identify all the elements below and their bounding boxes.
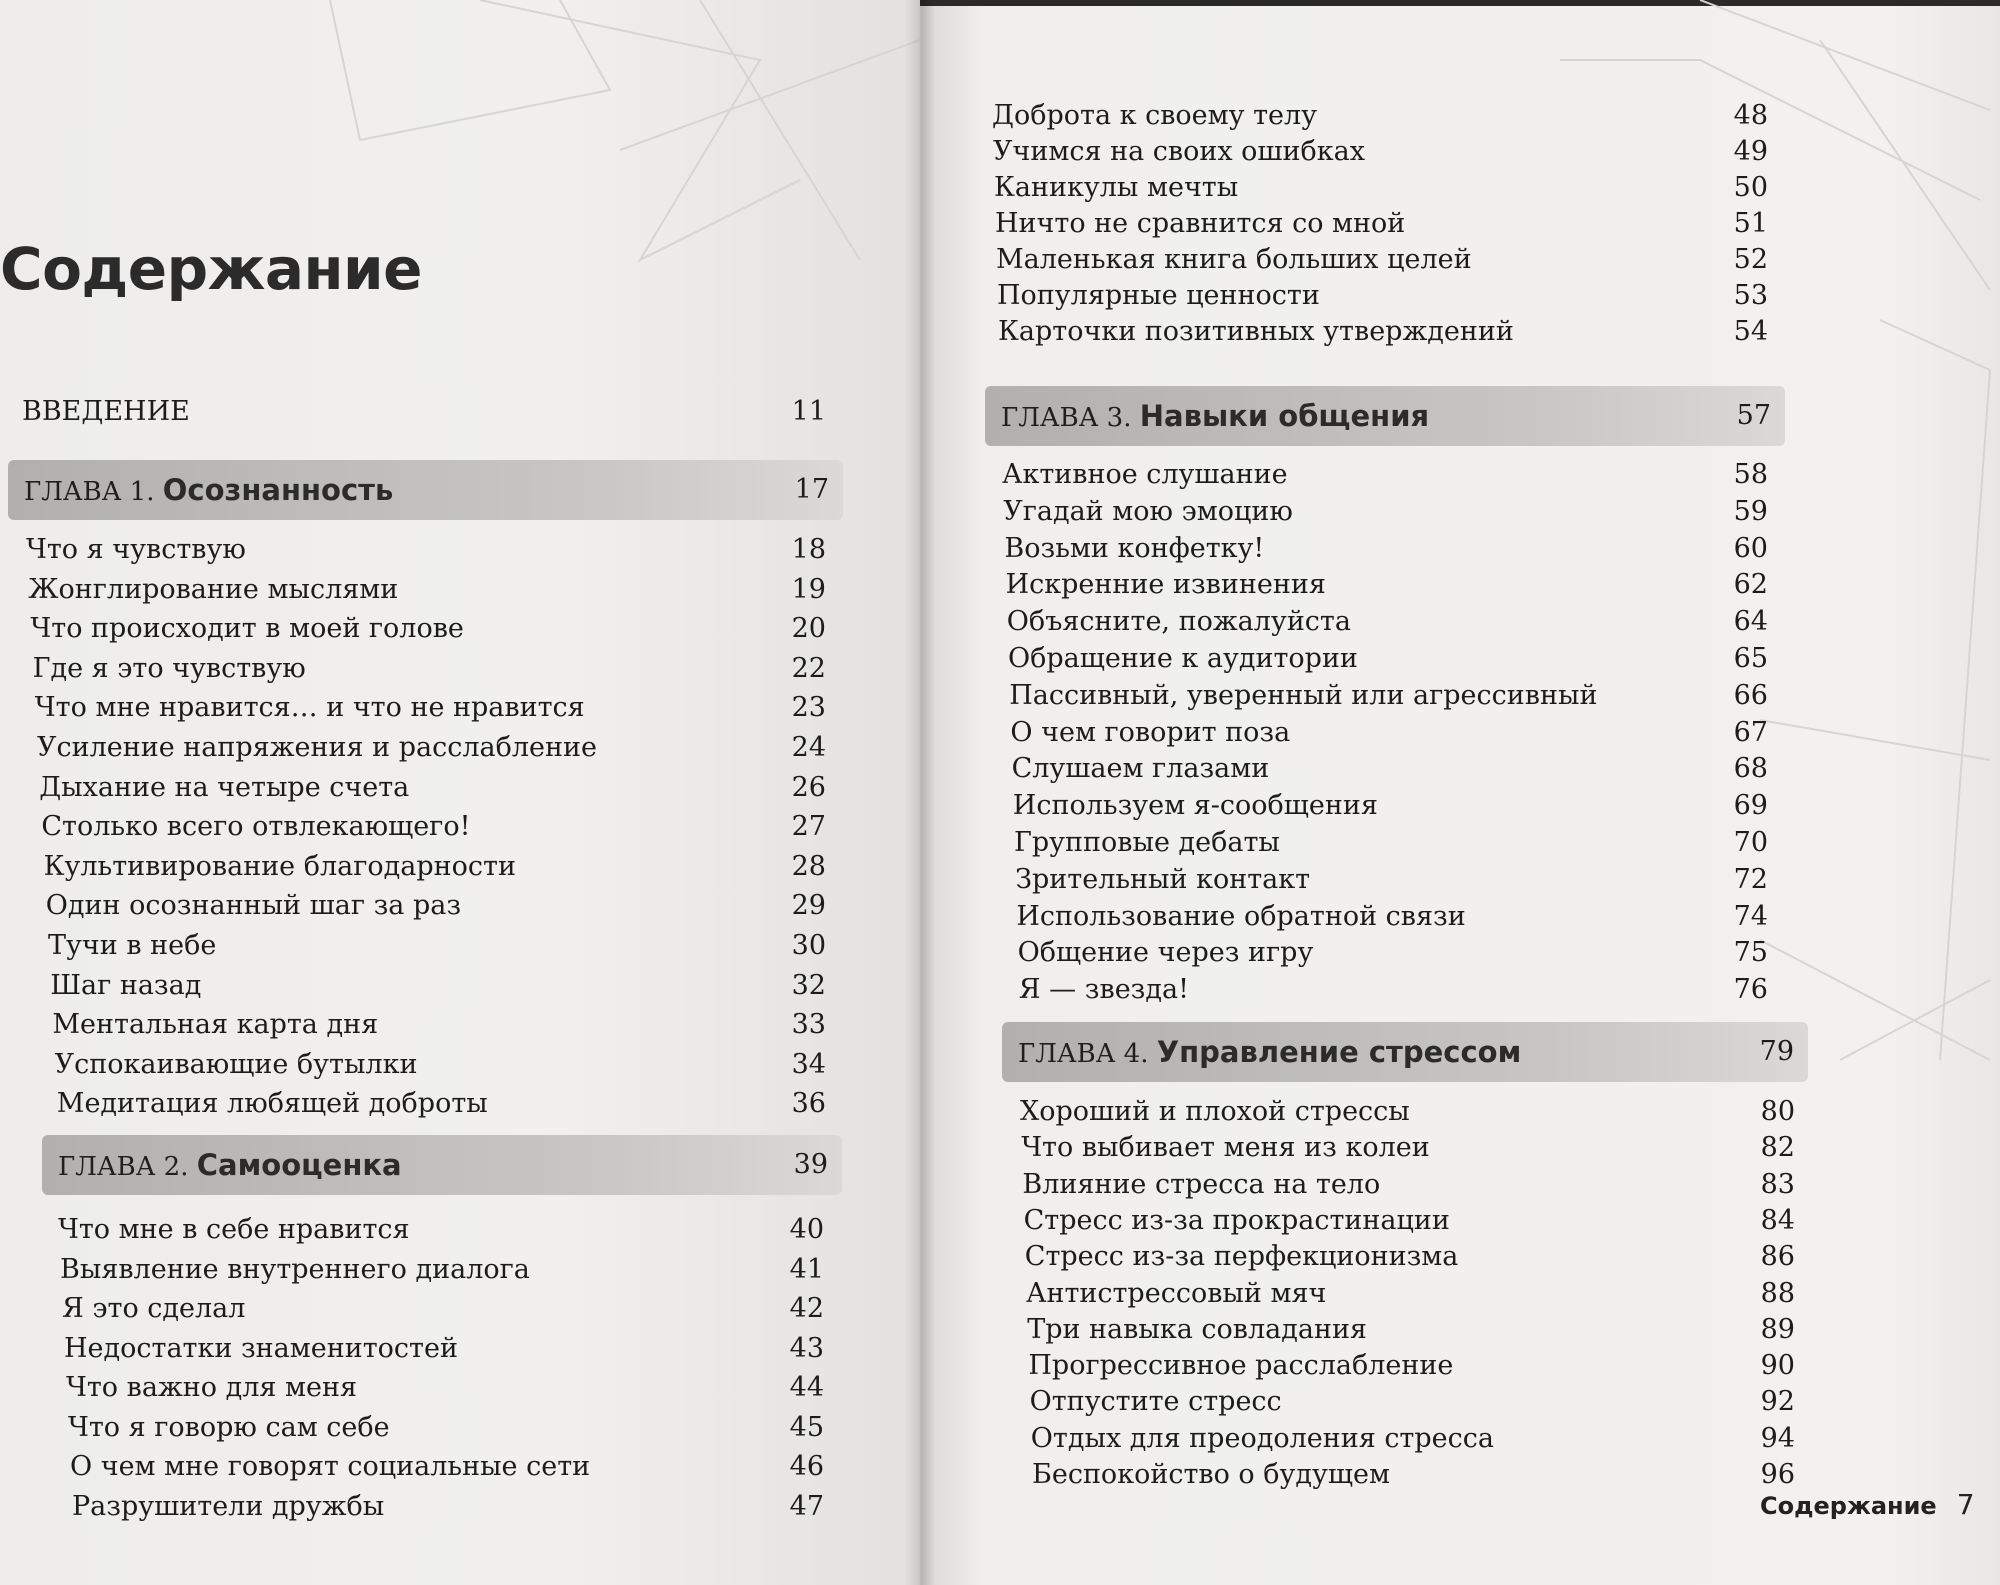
toc-entry — [1025, 1237, 1795, 1277]
toc-entry — [1016, 897, 1768, 937]
entry-page-number: 24 — [791, 732, 826, 763]
toc-entry — [60, 1250, 824, 1290]
toc-entry — [66, 1368, 824, 1408]
entry-title: О чем говорит поза — [1010, 716, 1291, 748]
entry-page-number: 58 — [1733, 459, 1768, 490]
toc-entry — [995, 204, 1768, 244]
toc-entry — [1009, 676, 1768, 716]
page-top-edge — [920, 0, 2000, 6]
entry-page-number: 69 — [1733, 790, 1768, 822]
entry-title: Антистрессовый мяч — [1026, 1277, 1327, 1309]
entry-page-number: 18 — [791, 534, 826, 565]
entry-page-number: 74 — [1733, 900, 1768, 932]
entry-title: Отпустите стресс — [1029, 1386, 1282, 1418]
entry-page-number: 45 — [789, 1411, 824, 1443]
toc-entry — [58, 1210, 824, 1250]
entry-page-number: 20 — [791, 613, 826, 645]
entry-title: Что я чувствую — [26, 534, 246, 565]
entry-page-number: 76 — [1733, 974, 1768, 1006]
entry-page-number: 34 — [791, 1048, 826, 1080]
entry-page-number: 29 — [791, 890, 826, 922]
toc-entry — [1013, 786, 1768, 826]
entry-title: Хороший и плохой стрессы — [1020, 1096, 1410, 1127]
chapter-title — [24, 460, 393, 522]
entry-page-number: 27 — [791, 811, 826, 843]
entry-title: Жонглирование мыслями — [28, 573, 399, 605]
toc-entry — [1004, 529, 1768, 569]
chapter-name: Управление стрессом — [1156, 1035, 1522, 1069]
entry-title: Беспокойство о будущем — [1032, 1459, 1390, 1490]
entry-page-number: 88 — [1760, 1277, 1795, 1309]
toc-entry — [33, 649, 826, 689]
toc-entry — [1021, 1128, 1795, 1168]
entry-page-number: 68 — [1733, 753, 1768, 785]
entry-title: Что мне нравится… и что не нравится — [34, 692, 585, 724]
entry-page-number: 36 — [791, 1088, 826, 1120]
entry-title: Каникулы мечты — [994, 172, 1239, 203]
chapter-name: Осознанность — [162, 473, 394, 507]
entry-page-number: 42 — [789, 1293, 824, 1324]
toc-entry — [48, 926, 826, 966]
entry-page-number: 62 — [1733, 569, 1768, 601]
entry-page-number: 82 — [1760, 1132, 1795, 1164]
entry-title: Что я говорю сам себе — [68, 1411, 390, 1443]
entry-title: Прогрессивное расслабление — [1028, 1350, 1454, 1382]
entry-title: Столько всего отвлекающего! — [41, 811, 471, 843]
entry-page-number: 80 — [1760, 1096, 1795, 1127]
toc-entry — [1006, 565, 1768, 605]
toc-entry — [70, 1447, 824, 1487]
entry-page-number: 44 — [789, 1372, 824, 1403]
entry-page-number: 75 — [1733, 937, 1768, 969]
entry-title: Что происходит в моей голове — [30, 613, 464, 645]
entry-title: Ментальная карта дня — [52, 1009, 379, 1041]
toc-entry — [41, 807, 826, 847]
chapter-title — [58, 1135, 402, 1197]
entry-title: Культивирование благодарности — [43, 850, 516, 882]
entry-title: Шаг назад — [50, 969, 202, 1001]
toc-entry — [55, 1045, 826, 1085]
entry-title: Отдых для преодоления стресса — [1030, 1422, 1494, 1454]
entry-page-number: 47 — [789, 1490, 824, 1522]
entry-page-number: 83 — [1760, 1168, 1795, 1200]
entry-page-number: 60 — [1733, 532, 1768, 564]
entry-title: Выявление внутреннего диалога — [60, 1253, 530, 1285]
toc-entry — [1026, 1274, 1795, 1314]
entry-title: Учимся на своих ошибках — [993, 136, 1365, 167]
entry-page-number: 54 — [1733, 316, 1768, 347]
entry-page-number: 64 — [1733, 606, 1768, 638]
chapter-prefix: ГЛАВА 2. — [58, 1152, 189, 1182]
entry-page-number: 92 — [1760, 1386, 1795, 1418]
toc-entry — [998, 312, 1768, 352]
entry-page-number: 50 — [1733, 172, 1768, 203]
chapter-name: Навыки общения — [1139, 399, 1430, 433]
chapter-2-banner — [42, 1135, 842, 1195]
entry-page-number: 28 — [791, 850, 826, 882]
toc-entry — [992, 96, 1768, 136]
entry-title: Стресс из-за перфекционизма — [1024, 1241, 1459, 1273]
chapter-4-banner — [1002, 1022, 1808, 1082]
entry-title: Возьми конфетку! — [1004, 532, 1265, 564]
entry-page-number: 96 — [1760, 1459, 1795, 1490]
entry-title: Использование обратной связи — [1016, 900, 1466, 932]
toc-entry — [68, 1408, 824, 1448]
entry-page-number: 46 — [789, 1451, 824, 1482]
entry-title: Популярные ценности — [997, 280, 1320, 311]
entry-page-number: 30 — [791, 930, 826, 961]
entry-page-number: 84 — [1760, 1204, 1795, 1236]
entry-title: Пассивный, уверенный или агрессивный — [1009, 679, 1598, 711]
entry-title: Объясните, пожалуйста — [1006, 606, 1351, 638]
entry-page-number: 70 — [1733, 827, 1768, 858]
entry-title: Стресс из-за прокрастинации — [1023, 1204, 1450, 1236]
toc-heading: Содержание — [0, 235, 423, 303]
toc-entry — [57, 1084, 826, 1124]
entry-title: Разрушители дружбы — [72, 1490, 385, 1522]
entry-title: Где я это чувствую — [32, 652, 306, 684]
toc-entry — [1014, 823, 1768, 863]
toc-entry — [50, 966, 826, 1006]
intro-entry — [22, 392, 826, 432]
entry-title: Карточки позитивных утверждений — [998, 316, 1514, 347]
entry-page-number: 86 — [1760, 1241, 1795, 1273]
entry-title: Групповые дебаты — [1014, 827, 1280, 858]
book-gutter — [905, 0, 935, 1585]
entry-page-number: 19 — [791, 573, 826, 605]
entry-title: Слушаем глазами — [1011, 753, 1270, 785]
toc-entry — [64, 1329, 824, 1369]
toc-entry — [993, 132, 1768, 172]
toc-entry — [46, 886, 826, 926]
toc-entry — [1027, 1310, 1795, 1350]
entry-page-number: 22 — [791, 652, 826, 684]
entry-title: Дыхание на четыре счета — [39, 771, 410, 803]
toc-entry — [39, 768, 826, 808]
entry-title: Что важно для меня — [66, 1372, 358, 1403]
entry-page-number: 66 — [1733, 679, 1768, 711]
entry-title: Маленькая книга больших целей — [996, 244, 1472, 275]
entry-title: Медитация любящей доброты — [56, 1088, 488, 1120]
entry-title: Обращение к аудитории — [1008, 643, 1358, 674]
toc-entry — [1020, 1092, 1795, 1132]
chapter-prefix: ГЛАВА 1. — [24, 477, 155, 507]
page-footer — [1760, 1488, 1975, 1521]
entry-page-number: 49 — [1733, 136, 1768, 167]
page-number: 7 — [1956, 1488, 1975, 1521]
toc-entry — [62, 1289, 824, 1329]
toc-entry — [1012, 749, 1768, 789]
footer-label: Содержание — [1760, 1492, 1937, 1520]
chapter-prefix: ГЛАВА 3. — [1001, 403, 1132, 433]
entry-title: ВВЕДЕНИЕ — [22, 396, 190, 427]
toc-entry — [1002, 455, 1768, 495]
entry-title: Три навыка совладания — [1027, 1313, 1367, 1345]
toc-entry — [1019, 970, 1768, 1010]
entry-page-number: 11 — [791, 396, 826, 427]
entry-title: Используем я-сообщения — [1012, 790, 1378, 822]
toc-entry — [72, 1487, 824, 1527]
toc-entry — [1010, 713, 1768, 753]
toc-entry — [997, 276, 1768, 316]
entry-page-number: 94 — [1760, 1422, 1795, 1454]
toc-entry — [1031, 1419, 1795, 1459]
entry-title: Общение через игру — [1017, 937, 1314, 969]
chapter-1-banner — [8, 460, 843, 520]
entry-page-number: 89 — [1760, 1313, 1795, 1345]
entry-title: Ничто не сравнится со мной — [995, 208, 1406, 239]
toc-entry — [996, 240, 1768, 280]
entry-title: Недостатки знаменитостей — [64, 1332, 458, 1364]
chapter-page-number: 17 — [794, 474, 829, 505]
toc-entry — [1008, 639, 1768, 679]
toc-entry — [994, 168, 1768, 208]
entry-page-number: 41 — [789, 1253, 824, 1285]
entry-page-number: 52 — [1733, 244, 1768, 275]
entry-page-number: 23 — [791, 692, 826, 724]
toc-entry — [1003, 492, 1768, 532]
toc-entry — [1022, 1165, 1795, 1205]
toc-entry — [1007, 602, 1768, 642]
entry-title: Доброта к своему телу — [992, 100, 1318, 131]
toc-entry — [26, 530, 826, 570]
entry-title: Тучи в небе — [48, 930, 217, 961]
chapter-page-number: 79 — [1759, 1036, 1794, 1067]
toc-entry — [44, 847, 826, 887]
toc-entry — [1024, 1201, 1795, 1241]
entry-page-number: 43 — [789, 1332, 824, 1364]
toc-entry — [37, 728, 826, 768]
entry-title: Влияние стресса на тело — [1022, 1168, 1381, 1200]
toc-entry — [30, 609, 826, 649]
entry-title: Усиление напряжения и расслабление — [37, 732, 597, 763]
entry-title: Один осознанный шаг за раз — [45, 890, 462, 922]
toc-entry — [35, 688, 826, 728]
toc-entry — [52, 1005, 826, 1045]
entry-title: Я это сделал — [62, 1293, 246, 1324]
entry-title: Что выбивает меня из колеи — [1021, 1132, 1430, 1164]
chapter-name: Самооценка — [196, 1148, 402, 1182]
entry-title: Угадай мою эмоцию — [1003, 495, 1293, 527]
entry-title: Что мне в себе нравится — [58, 1214, 410, 1245]
entry-page-number: 67 — [1733, 716, 1768, 748]
entry-page-number: 51 — [1733, 208, 1768, 239]
entry-title: Я — звезда! — [1018, 974, 1189, 1006]
entry-page-number: 53 — [1733, 280, 1768, 311]
entry-title: О чем мне говорят социальные сети — [70, 1451, 591, 1482]
entry-title: Активное слушание — [1002, 459, 1288, 490]
entry-title: Искренние извинения — [1005, 569, 1326, 601]
entry-title: Успокаивающие бутылки — [54, 1048, 418, 1080]
chapter-page-number: 39 — [793, 1149, 828, 1180]
chapter-title — [1018, 1022, 1521, 1084]
toc-entry — [1018, 933, 1768, 973]
toc-entry — [1028, 1346, 1795, 1386]
toc-entry — [1015, 860, 1768, 900]
entry-page-number: 48 — [1733, 100, 1768, 131]
entry-page-number: 40 — [789, 1214, 824, 1245]
toc-entry — [1030, 1382, 1795, 1422]
entry-page-number: 32 — [791, 969, 826, 1001]
entry-page-number: 59 — [1733, 495, 1768, 527]
chapter-prefix: ГЛАВА 4. — [1018, 1039, 1149, 1069]
entry-page-number: 65 — [1733, 643, 1768, 674]
chapter-page-number: 57 — [1736, 400, 1771, 431]
entry-page-number: 90 — [1760, 1350, 1795, 1382]
entry-page-number: 72 — [1733, 863, 1768, 895]
chapter-title — [1001, 386, 1429, 448]
entry-page-number: 26 — [791, 771, 826, 803]
toc-entry — [1032, 1455, 1795, 1495]
chapter-3-banner — [985, 386, 1785, 446]
toc-entry — [28, 570, 826, 610]
entry-page-number: 33 — [791, 1009, 826, 1041]
entry-title: Зрительный контакт — [1015, 863, 1311, 895]
